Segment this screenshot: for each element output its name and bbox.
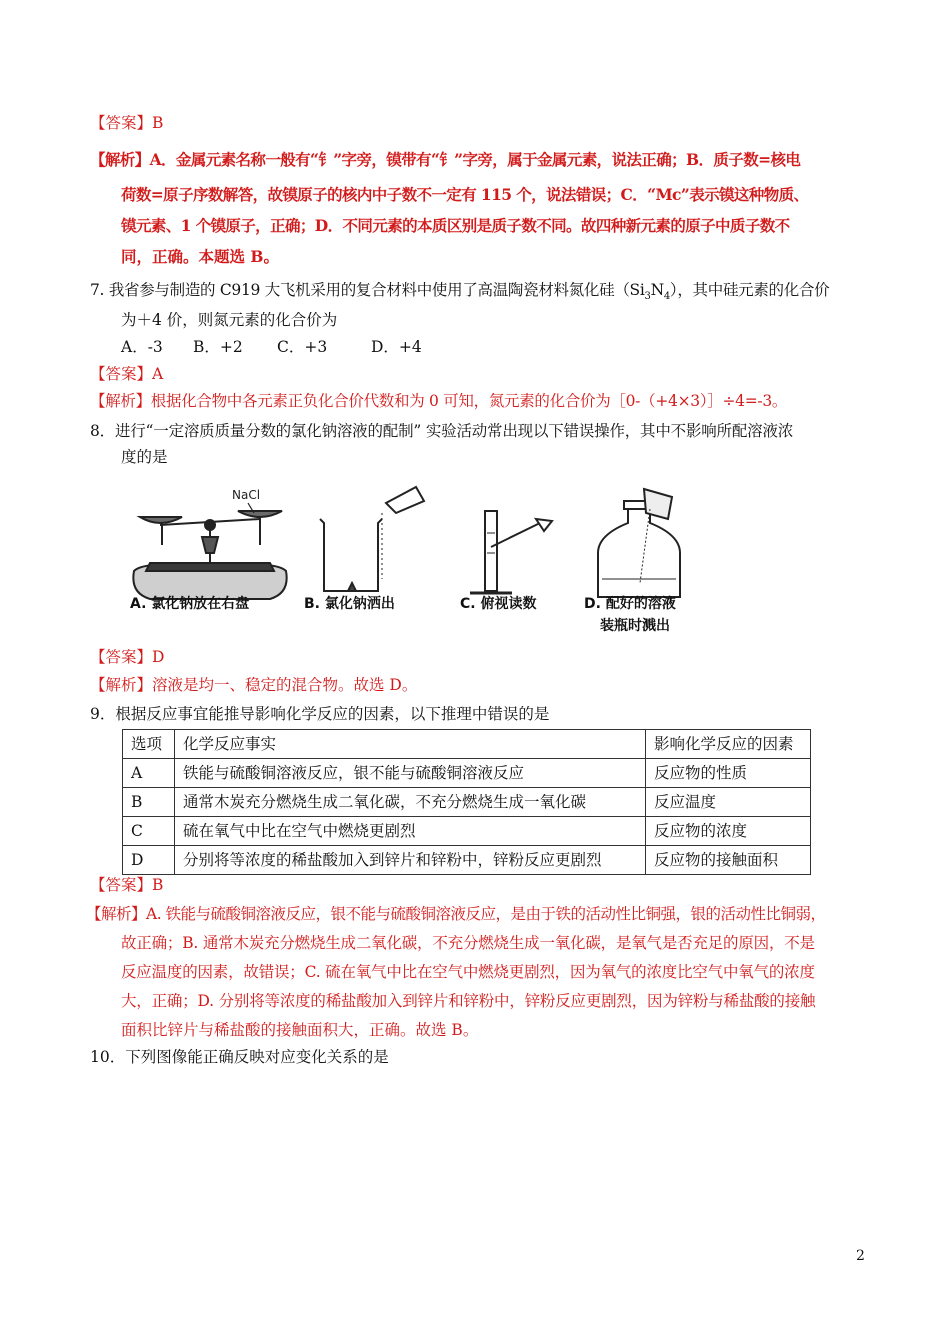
q7-subscript-n: 4	[663, 291, 670, 303]
q7-stem-text-after: ），其中硅元素的化合价	[669, 281, 830, 299]
header-factor: 影响化学反应的因素	[646, 730, 811, 759]
table-row	[123, 846, 811, 875]
q8-stem-line-1: 8．进行“一定溶质质量分数的氯化钠溶液的配制” 实验活动常出现以下错误操作，其中不影响所配溶液浓	[90, 422, 794, 440]
row-fact: 分别将等浓度的稀盐酸加入到锌片和锌粉中，锌粉反应更剧烈	[175, 846, 646, 875]
q9-analysis-line-1: 【解析】A. 铁能与硫酸铜溶液反应，银不能与硫酸铜溶液反应，是由于铁的活动性比铜强，银的活动性比铜弱，	[86, 905, 826, 923]
caption-b: B. 氯化钠洒出	[304, 596, 395, 612]
q6-analysis-line-3: 镆元素、1 个镆原子，正确；D．不同元素的本质区别是质子数不同。故四种新元素的原子中质子数不	[121, 216, 790, 235]
q7-stem-line-1	[90, 280, 829, 307]
q8-answer: 【答案】D	[90, 648, 165, 666]
q6-analysis-line-4: 同，正确。本题选 B。	[121, 247, 279, 266]
q7-subscript-si: 3	[644, 291, 651, 303]
q7-option-d[interactable]: D．+4	[371, 338, 422, 356]
q9-analysis-line-4: 大，正确；D. 分别将等浓度的稀盐酸加入到锌片和锌粉中，锌粉反应更剧烈，因为锌粉与稀盐酸的接触	[121, 992, 816, 1010]
q10-stem: 10．下列图像能正确反映对应变化关系的是	[90, 1048, 389, 1066]
q9-analysis-line-2: 故正确；B. 通常木炭充分燃烧生成二氧化碳，不充分燃烧生成一氧化碳，是氧气是否充足的原因，不是	[121, 934, 815, 952]
row-factor: 反应物的接触面积	[646, 846, 811, 875]
row-option: C	[123, 817, 175, 846]
row-fact: 铁能与硫酸铜溶液反应，银不能与硫酸铜溶液反应	[175, 759, 646, 788]
q9-analysis-line-5: 面积比锌片与稀盐酸的接触面积大，正确。故选 B。	[121, 1021, 479, 1039]
row-option: A	[123, 759, 175, 788]
q8-experiment-figure	[120, 483, 700, 639]
q7-analysis: 【解析】根据化合物中各元素正负化合价代数和为 0 可知，氮元素的化合价为［0-（+4×3）］÷4=-3。	[90, 392, 788, 410]
row-option: D	[123, 846, 175, 875]
q8-analysis: 【解析】溶液是均一、稳定的混合物。故选 D。	[90, 676, 418, 694]
q6-analysis-line-2: 荷数=原子序数解答，故镆原子的核内中子数不一定有 115 个，说法错误；C．“Mc”表示镆这种物质、	[121, 185, 809, 204]
row-fact: 通常木炭充分燃烧生成二氧化碳，不充分燃烧生成一氧化碳	[175, 788, 646, 817]
q7-stem-text: 7. 我省参与制造的 C919 大飞机采用的复合材料中使用了高温陶瓷材料氮化硅（Si	[90, 281, 645, 299]
q9-table	[122, 729, 811, 875]
table-row	[123, 788, 811, 817]
q6-answer: 【答案】B	[90, 114, 164, 132]
q9-answer: 【答案】B	[90, 876, 164, 894]
q7-answer: 【答案】A	[90, 365, 164, 383]
bottle-illustration	[598, 489, 680, 597]
nacl-label: NaCl	[232, 488, 261, 502]
q7-option-b[interactable]: B．+2	[193, 338, 243, 356]
header-fact: 化学反应事实	[175, 730, 646, 759]
page-number: 2	[856, 1248, 865, 1264]
header-option: 选项	[123, 730, 175, 759]
caption-d-line-2: 装瓶时溅出	[600, 618, 670, 634]
q8-figure-svg	[120, 483, 700, 639]
row-option: B	[123, 788, 175, 817]
q7-formula-n: N	[650, 281, 664, 299]
caption-d-line-1: D. 配好的溶液	[584, 596, 676, 612]
q6-analysis-line-1: 【解析】A．金属元素名称一般有“钅”字旁，镆带有“钅”字旁，属于金属元素，说法正确；B．质子数=核电	[90, 150, 801, 169]
beaker-illustration	[320, 487, 424, 591]
balance-illustration	[133, 511, 286, 599]
q7-stem-line-2: 为＋4 价，则氮元素的化合价为	[121, 311, 338, 329]
cylinder-illustration	[470, 511, 552, 593]
row-fact: 硫在氧气中比在空气中燃烧更剧烈	[175, 817, 646, 846]
caption-a: A. 氯化钠放在右盘	[130, 596, 250, 612]
row-factor: 反应温度	[646, 788, 811, 817]
q9-analysis-line-3: 反应温度的因素，故错误；C. 硫在氧气中比在空气中燃烧更剧烈，因为氧气的浓度比空气中氧气的浓度	[121, 963, 815, 981]
table-row	[123, 759, 811, 788]
row-factor: 反应物的性质	[646, 759, 811, 788]
table-row	[123, 817, 811, 846]
caption-c: C. 俯视读数	[460, 596, 537, 612]
table-header-row	[123, 730, 811, 759]
q7-option-c[interactable]: C．+3	[277, 338, 328, 356]
row-factor: 反应物的浓度	[646, 817, 811, 846]
q9-stem: 9．根据反应事宜能推导影响化学反应的因素，以下推理中错误的是	[90, 705, 550, 723]
q7-option-a[interactable]: A．-3	[121, 338, 163, 356]
q8-stem-line-2: 度的是	[121, 448, 168, 466]
